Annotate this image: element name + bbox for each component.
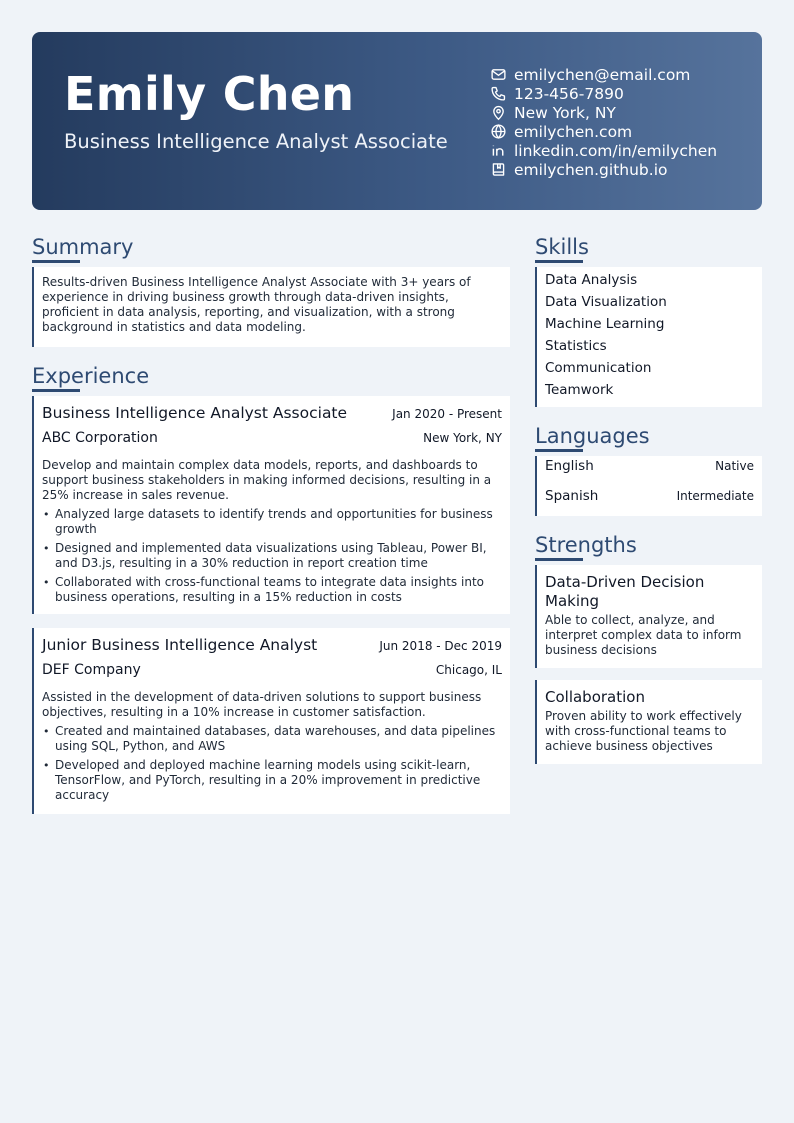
summary-heading-rule (32, 260, 80, 263)
experience-heading: Experience (32, 364, 150, 388)
summary-card (32, 267, 510, 347)
strengths-heading: Strengths (535, 533, 637, 557)
contact-website[interactable] (490, 122, 717, 141)
contact-website-text[interactable]: emilychen.com (514, 122, 633, 141)
job-company: ABC Corporation (42, 430, 158, 446)
languages-heading: Languages (535, 424, 650, 448)
job-bullet-list (42, 507, 502, 605)
skill-item: Data Visualization (545, 294, 667, 310)
job-bullet-list (42, 724, 502, 803)
language-name: Spanish (545, 488, 599, 504)
summary-heading: Summary (32, 235, 134, 259)
job-location: New York, NY (423, 431, 502, 445)
globe-icon (490, 123, 507, 140)
job-dates: Jun 2018 - Dec 2019 (379, 639, 502, 653)
phone-icon (490, 85, 507, 102)
language-name: English (545, 458, 594, 474)
location-pin-icon (490, 104, 507, 121)
strength-title: Collaboration (545, 688, 645, 706)
experience-heading-rule (32, 389, 80, 392)
candidate-headline: Business Intelligence Analyst Associate (64, 130, 448, 153)
skill-item: Statistics (545, 338, 607, 354)
contact-phone-text[interactable]: 123-456-7890 (514, 84, 624, 103)
job-company: DEF Company (42, 662, 141, 678)
contact-github-text[interactable]: emilychen.github.io (514, 160, 668, 179)
contact-linkedin-text[interactable]: linkedin.com/in/emilychen (514, 141, 718, 160)
github-book-icon (490, 161, 507, 178)
linkedin-icon (490, 142, 507, 159)
contact-linkedin[interactable] (490, 141, 717, 160)
job-header-row (42, 404, 502, 426)
job-bullet: • Designed and implemented data visualizations using Tableau, Power BI, and D3.js, resulting in a 30% reduction in report creation time (42, 541, 502, 571)
contact-email-text[interactable]: emilychen@email.com (514, 65, 691, 84)
job-title: Junior Business Intelligence Analyst (42, 636, 318, 654)
job-bullet: • Collaborated with cross-functional teams to integrate data insights into business operations, resulting in a 15% reduction in costs (42, 575, 502, 605)
candidate-name: Emily Chen (64, 67, 355, 121)
contact-location (490, 103, 717, 122)
job-description: Develop and maintain complex data models, reports, and dashboards to support business stakeholders in making informed decisions, resulting in a 25% increase in sales revenue. (42, 458, 492, 502)
contact-github[interactable] (490, 160, 717, 179)
skills-heading: Skills (535, 235, 589, 259)
strength-description: Proven ability to work effectively with cross-functional teams to achieve business objectives (545, 709, 742, 753)
skill-item: Teamwork (545, 382, 614, 398)
job-location: Chicago, IL (435, 663, 502, 677)
skill-item: Machine Learning (545, 316, 665, 332)
skill-list (545, 269, 754, 401)
job-bullet: • Analyzed large datasets to identify trends and opportunities for business growth (42, 507, 502, 537)
skills-heading-rule (535, 260, 583, 263)
skills-card (535, 267, 762, 407)
summary-text: Results-driven Business Intelligence Analyst Associate with 3+ years of experience in driving business growth through data-driven insights, proficient in data analysis, reporting, and visualization, with a strong background in statistics and data modeling. (42, 275, 471, 334)
skill-item: Data Analysis (545, 272, 638, 288)
languages-card (535, 456, 762, 516)
strength-card (535, 680, 762, 764)
skill-item: Communication (545, 360, 652, 376)
strength-card (535, 565, 762, 668)
contact-list (490, 65, 717, 179)
job-header-row (42, 636, 502, 658)
language-row (545, 458, 754, 488)
job-card (32, 396, 510, 614)
job-card (32, 628, 510, 814)
language-level: Native (715, 459, 754, 473)
strengths-heading-rule (535, 558, 583, 561)
mail-icon (490, 66, 507, 83)
languages-heading-rule (535, 449, 583, 452)
language-row (545, 488, 754, 518)
job-title: Business Intelligence Analyst Associate (42, 404, 348, 422)
contact-email[interactable] (490, 65, 717, 84)
job-bullet: • Created and maintained databases, data warehouses, and data pipelines using SQL, Python, and AWS (42, 724, 502, 754)
job-company-row (42, 430, 502, 452)
resume-header (32, 32, 762, 210)
strength-title: Data-Driven Decision Making (545, 573, 705, 610)
language-level: Intermediate (676, 489, 754, 503)
job-description: Assisted in the development of data-driven solutions to support business objectives, resulting in a 10% increase in customer satisfaction. (42, 690, 482, 719)
job-dates: Jan 2020 - Present (392, 407, 502, 421)
job-bullet: • Developed and deployed machine learning models using scikit-learn, TensorFlow, and PyTorch, resulting in a 20% improvement in predictive accuracy (42, 758, 502, 803)
strength-description: Able to collect, analyze, and interpret complex data to inform business decisions (545, 613, 742, 657)
contact-phone[interactable] (490, 84, 717, 103)
job-company-row (42, 662, 502, 684)
contact-location-text: New York, NY (514, 103, 616, 122)
